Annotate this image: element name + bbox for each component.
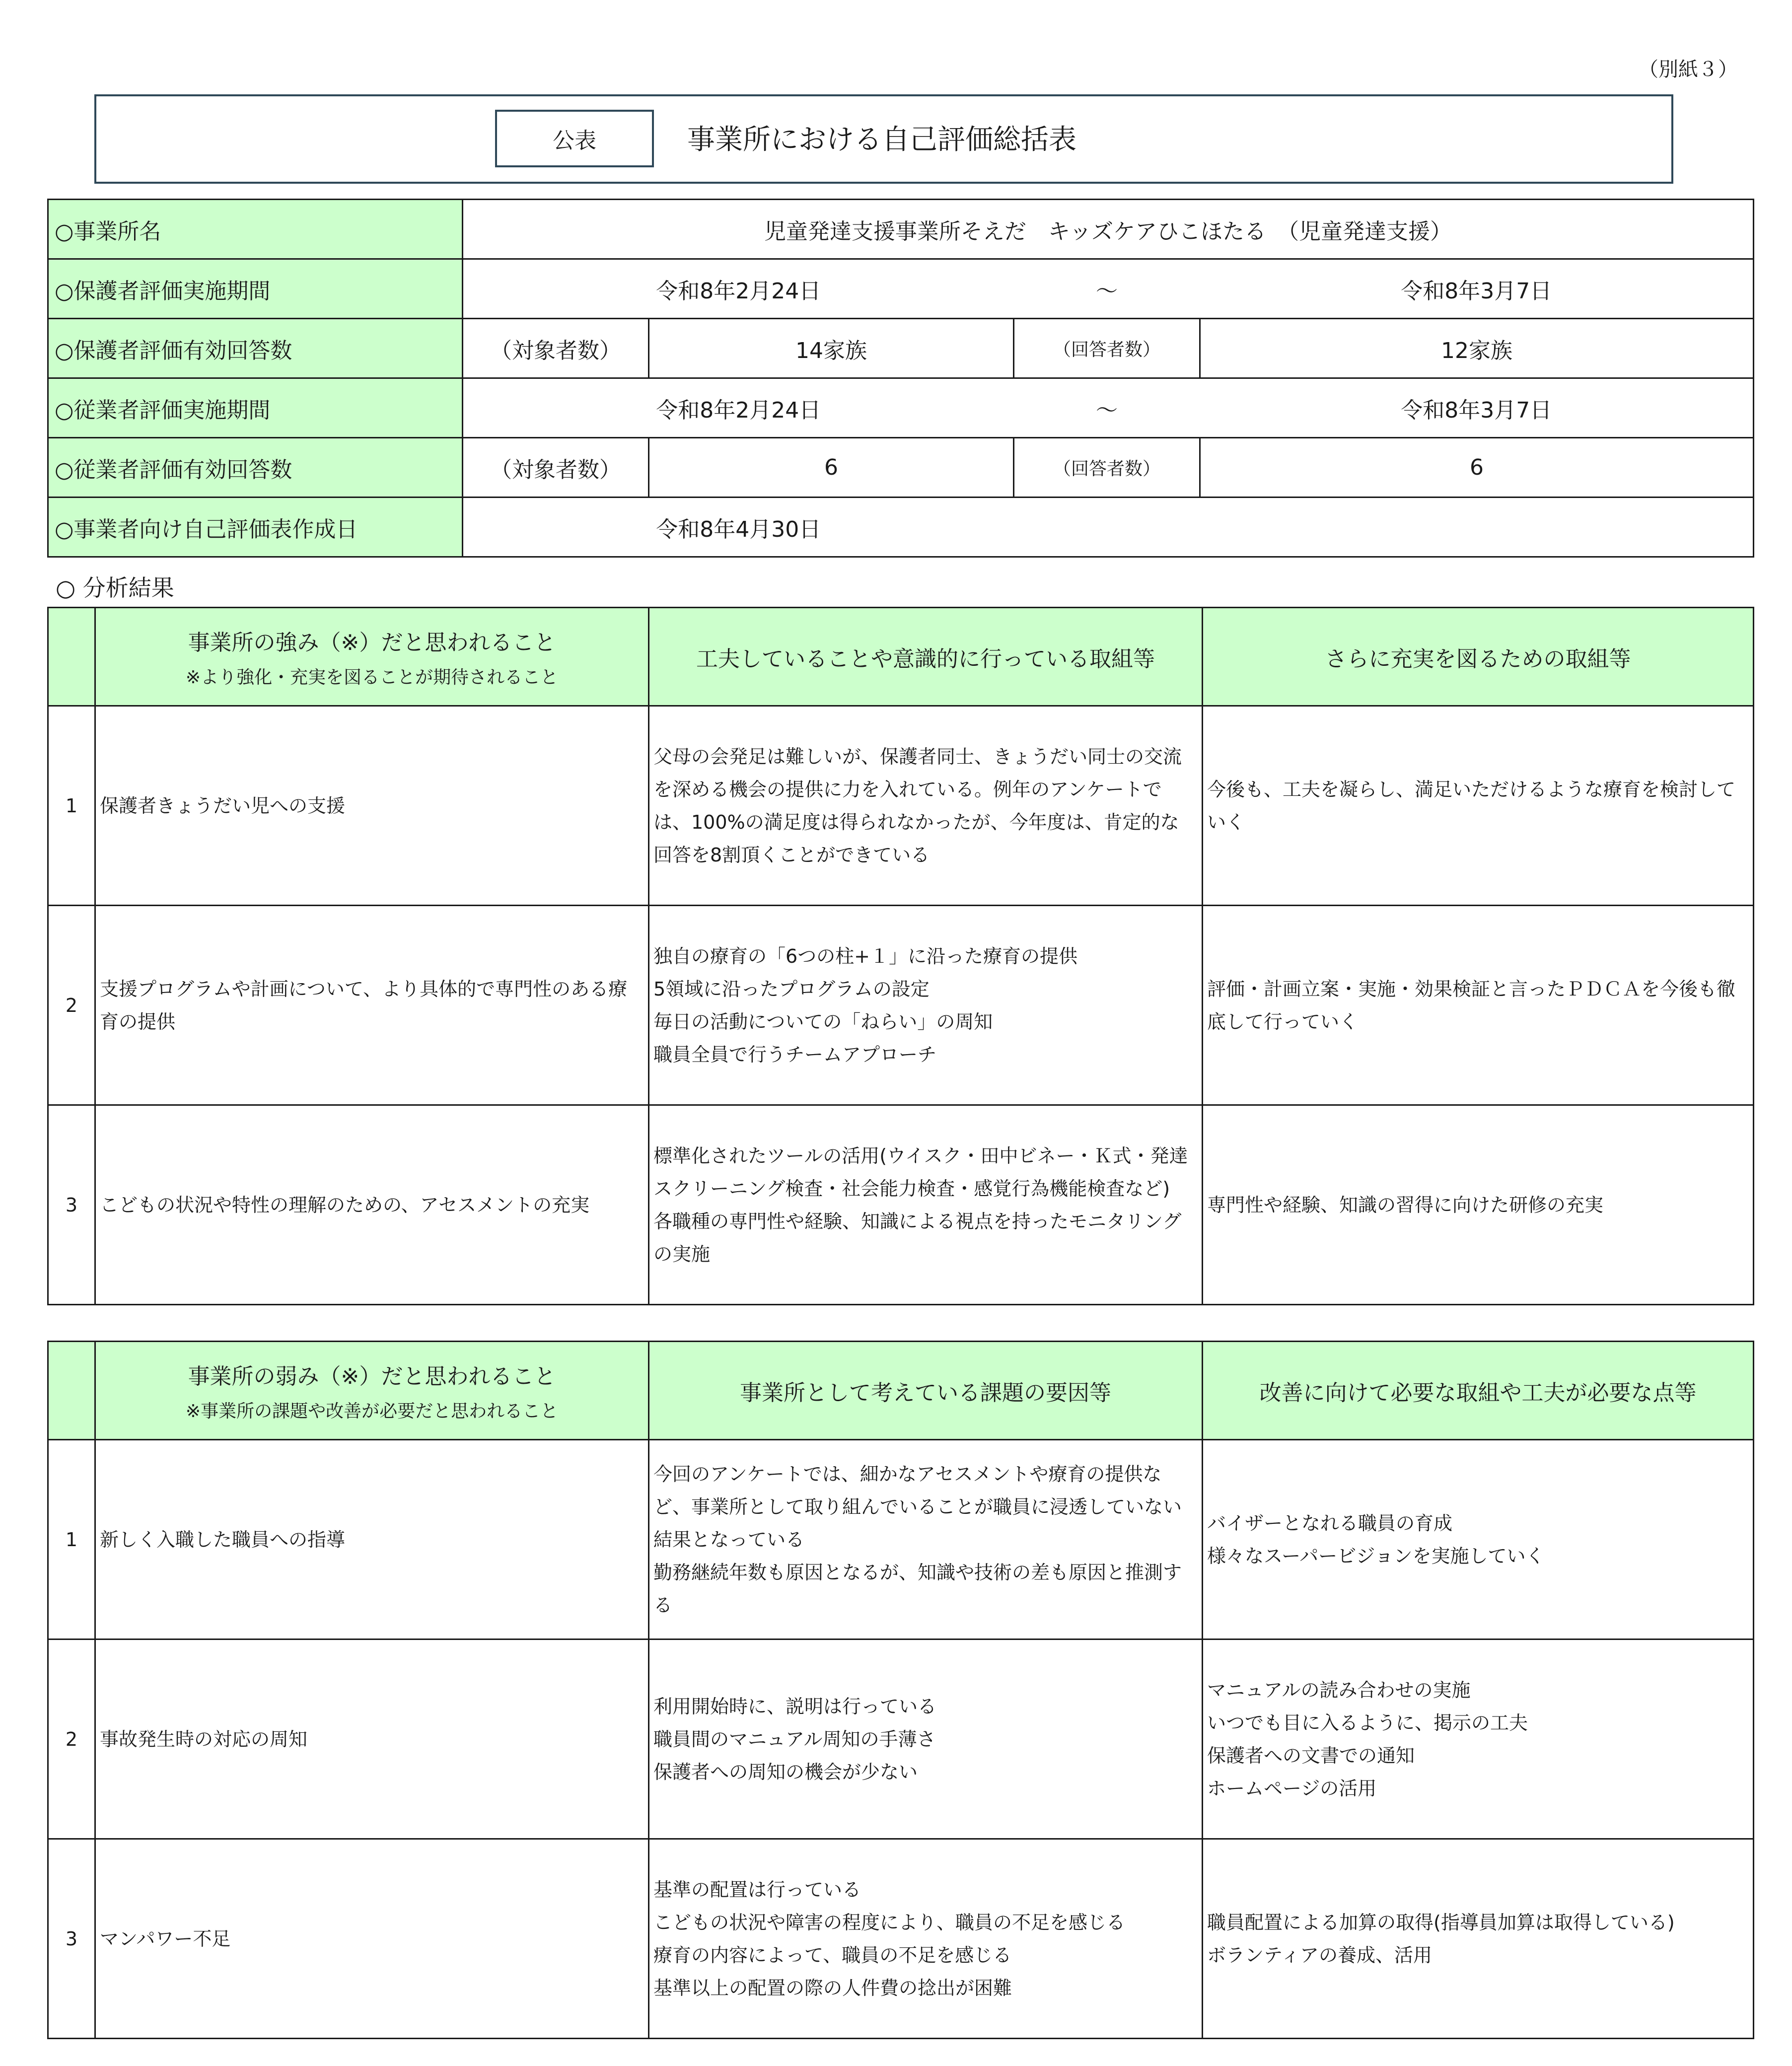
strength-next: 今後も、工夫を凝らし、満足いただけるような療育を検討していく — [1203, 706, 1754, 906]
staff-period-label: ○従業者評価実施期間 — [48, 378, 463, 438]
guardian-period-start: 令和8年2月24日 — [463, 259, 1014, 319]
weakness-item: 事故発生時の対応の周知 — [95, 1639, 649, 1839]
guardian-target-count: 14家族 — [649, 319, 1014, 378]
weakness-item: マンパワー不足 — [95, 1839, 649, 2039]
weaknesses-header-num — [48, 1342, 95, 1440]
strength-next: 評価・計画立案・実施・効果検証と言ったＰＤＣＡを今後も徹底して行っていく — [1203, 906, 1754, 1105]
strengths-col1-note: ※より強化・充実を図ることが期待されること — [185, 667, 559, 688]
page-title: 事業所における自己評価総括表 — [687, 124, 1076, 156]
strengths-row — [48, 906, 1754, 1105]
strengths-table — [47, 607, 1754, 1305]
weakness-cause: 今回のアンケートでは、細かなアセスメントや療育の提供など、事業所として取り組んでいることが職員に浸透していない結果となっている 勤務継続年数も原因となるが、知識や技術の差も原因と推測する — [649, 1440, 1203, 1639]
strengths-col1-header — [95, 608, 649, 706]
weakness-improve: 職員配置による加算の取得(指導員加算は取得している) ボランティアの養成、活用 — [1203, 1839, 1754, 2039]
self-eval-date-empty — [1014, 498, 1200, 557]
weakness-item: 新しく入職した職員への指導 — [95, 1440, 649, 1639]
guardian-answer-label: （回答者数） — [1014, 319, 1200, 378]
analysis-heading: ○ 分析結果 — [56, 574, 174, 601]
strengths-col1-title: 事業所の強み（※）だと思われること — [188, 630, 556, 655]
weaknesses-row — [48, 1639, 1754, 1839]
info-row-guardian-period — [48, 259, 1754, 319]
weaknesses-table — [47, 1341, 1754, 2039]
weaknesses-header — [48, 1342, 1754, 1440]
strengths-col3-header: さらに充実を図るための取組等 — [1203, 608, 1754, 706]
staff-period-separator: ～ — [1014, 378, 1200, 438]
strengths-row — [48, 706, 1754, 906]
staff-period-start: 令和8年2月24日 — [463, 378, 1014, 438]
guardian-period-separator: ～ — [1014, 259, 1200, 319]
weakness-improve: マニュアルの読み合わせの実施 いつでも目に入るように、掲示の工夫 保護者への文書での通知 ホームページの活用 — [1203, 1639, 1754, 1839]
staff-period-end: 令和8年3月7日 — [1200, 378, 1754, 438]
info-table — [47, 199, 1754, 558]
strength-effort: 独自の療育の「6つの柱+１」に沿った療育の提供 5領域に沿ったプログラムの設定 毎日の活動についての「ねらい」の周知 職員全員で行うチームアプローチ — [649, 906, 1203, 1105]
weaknesses-col3-header: 改善に向けて必要な取組や工夫が必要な点等 — [1203, 1342, 1754, 1440]
weaknesses-col1-header — [95, 1342, 649, 1440]
row-number: 2 — [48, 906, 95, 1105]
strengths-header-num — [48, 608, 95, 706]
row-number: 1 — [48, 1440, 95, 1639]
weakness-cause: 基準の配置は行っている こどもの状況や障害の程度により、職員の不足を感じる 療育の内容によって、職員の不足を感じる 基準以上の配置の際の人件費の捻出が困難 — [649, 1839, 1203, 2039]
title-box — [94, 94, 1673, 184]
info-row-self-eval-date — [48, 498, 1754, 557]
guardian-answer-count: 12家族 — [1200, 319, 1754, 378]
info-row-guardian-responses — [48, 319, 1754, 378]
weaknesses-row — [48, 1839, 1754, 2039]
info-row-staff-responses — [48, 438, 1754, 498]
strength-item: こどもの状況や特性の理解のための、アセスメントの充実 — [95, 1105, 649, 1305]
staff-responses-label: ○従業者評価有効回答数 — [48, 438, 463, 498]
office-name-label: ○事業所名 — [48, 200, 463, 259]
public-tag: 公表 — [495, 110, 654, 167]
self-eval-date-label: ○事業者向け自己評価表作成日 — [48, 498, 463, 557]
strength-item: 支援プログラムや計画について、より具体的で専門性のある療育の提供 — [95, 906, 649, 1105]
weakness-improve: バイザーとなれる職員の育成 様々なスーパービジョンを実施していく — [1203, 1440, 1754, 1639]
guardian-period-end: 令和8年3月7日 — [1200, 259, 1754, 319]
strengths-col2-header: 工夫していることや意識的に行っている取組等 — [649, 608, 1203, 706]
staff-target-label: （対象者数） — [463, 438, 649, 498]
staff-answer-label: （回答者数） — [1014, 438, 1200, 498]
row-number: 2 — [48, 1639, 95, 1839]
strength-effort: 父母の会発足は難しいが、保護者同士、きょうだい同士の交流を深める機会の提供に力を入れている。例年のアンケートでは、100%の満足度は得られなかったが、今年度は、肯定的な回答を8割頂くことができている — [649, 706, 1203, 906]
row-number: 3 — [48, 1839, 95, 2039]
row-number: 3 — [48, 1105, 95, 1305]
staff-target-count: 6 — [649, 438, 1014, 498]
weaknesses-row — [48, 1440, 1754, 1639]
office-name: 児童発達支援事業所そえだ キッズケアひこほたる （児童発達支援） — [463, 200, 1754, 259]
strength-item: 保護者きょうだい児への支援 — [95, 706, 649, 906]
attachment-label: （別紙３） — [1639, 58, 1738, 81]
self-eval-date-empty-2 — [1200, 498, 1754, 557]
staff-answer-count: 6 — [1200, 438, 1754, 498]
strengths-row — [48, 1105, 1754, 1305]
guardian-period-label: ○保護者評価実施期間 — [48, 259, 463, 319]
info-row-staff-period — [48, 378, 1754, 438]
weaknesses-col2-header: 事業所として考えている課題の要因等 — [649, 1342, 1203, 1440]
weakness-cause: 利用開始時に、説明は行っている 職員間のマニュアル周知の手薄さ 保護者への周知の機会が少ない — [649, 1639, 1203, 1839]
row-number: 1 — [48, 706, 95, 906]
guardian-responses-label: ○保護者評価有効回答数 — [48, 319, 463, 378]
weaknesses-col1-title: 事業所の弱み（※）だと思われること — [188, 1364, 556, 1389]
self-eval-date: 令和8年4月30日 — [463, 498, 1014, 557]
info-row-office — [48, 200, 1754, 259]
weaknesses-col1-note: ※事業所の課題や改善が必要だと思われること — [185, 1401, 559, 1422]
strength-next: 専門性や経験、知識の習得に向けた研修の充実 — [1203, 1105, 1754, 1305]
strength-effort: 標準化されたツールの活用(ウイスク・田中ビネー・Ｋ式・発達スクリーニング検査・社会能力検査・感覚行為機能検査など) 各職種の専門性や経験、知識による視点を持ったモニタリングの実施 — [649, 1105, 1203, 1305]
guardian-target-label: （対象者数） — [463, 319, 649, 378]
strengths-header — [48, 608, 1754, 706]
